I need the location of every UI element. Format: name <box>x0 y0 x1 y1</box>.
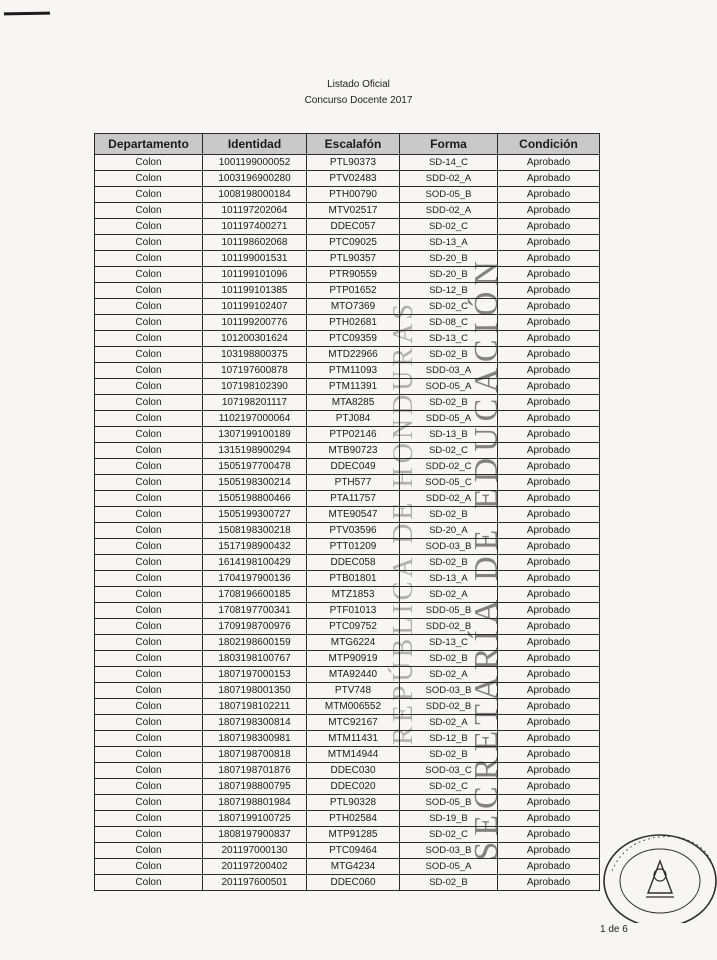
cell-identidad: 101198602068 <box>203 235 307 251</box>
cell-identidad: 201197600501 <box>203 875 307 891</box>
cell-escalafon: PTT01209 <box>307 539 400 555</box>
table-row <box>95 155 600 171</box>
cell-escalafon: PTV748 <box>307 683 400 699</box>
cell-forma: SD-02_C <box>400 299 498 315</box>
cell-forma: SD-13_A <box>400 235 498 251</box>
cell-escalafon: MTD22966 <box>307 347 400 363</box>
cell-departamento: Colon <box>95 619 203 635</box>
table-row <box>95 603 600 619</box>
cell-escalafon: MTM14944 <box>307 747 400 763</box>
cell-forma: SDD-02_B <box>400 699 498 715</box>
cell-forma: SD-02_B <box>400 651 498 667</box>
cell-departamento: Colon <box>95 459 203 475</box>
cell-condicion: Aprobado <box>498 427 600 443</box>
cell-departamento: Colon <box>95 251 203 267</box>
cell-escalafon: PTL90357 <box>307 251 400 267</box>
cell-identidad: 1807198700818 <box>203 747 307 763</box>
table-row <box>95 267 600 283</box>
table-row <box>95 363 600 379</box>
results-table <box>94 133 600 891</box>
table-row <box>95 347 600 363</box>
table-row <box>95 379 600 395</box>
cell-identidad: 101200301624 <box>203 331 307 347</box>
cell-condicion: Aprobado <box>498 811 600 827</box>
cell-condicion: Aprobado <box>498 875 600 891</box>
cell-escalafon: DDEC030 <box>307 763 400 779</box>
cell-escalafon: PTB01801 <box>307 571 400 587</box>
cell-forma: SD-02_C <box>400 443 498 459</box>
cell-escalafon: DDEC057 <box>307 219 400 235</box>
cell-identidad: 1807199100725 <box>203 811 307 827</box>
cell-escalafon: PTM11391 <box>307 379 400 395</box>
cell-escalafon: PTP01652 <box>307 283 400 299</box>
cell-forma: SDD-02_A <box>400 491 498 507</box>
cell-condicion: Aprobado <box>498 619 600 635</box>
table-row <box>95 539 600 555</box>
cell-escalafon: PTH577 <box>307 475 400 491</box>
cell-departamento: Colon <box>95 571 203 587</box>
cell-forma: SD-20_A <box>400 523 498 539</box>
cell-condicion: Aprobado <box>498 395 600 411</box>
cell-identidad: 1807198300981 <box>203 731 307 747</box>
cell-forma: SOD-03_B <box>400 843 498 859</box>
cell-forma: SOD-03_B <box>400 683 498 699</box>
table-body <box>95 155 600 891</box>
cell-escalafon: MTE90547 <box>307 507 400 523</box>
table-row <box>95 395 600 411</box>
cell-forma: SD-12_B <box>400 731 498 747</box>
cell-escalafon: MTP90919 <box>307 651 400 667</box>
table-row <box>95 523 600 539</box>
cell-departamento: Colon <box>95 171 203 187</box>
cell-identidad: 1807198102211 <box>203 699 307 715</box>
cell-identidad: 1807198300814 <box>203 715 307 731</box>
cell-condicion: Aprobado <box>498 411 600 427</box>
cell-identidad: 1808197900837 <box>203 827 307 843</box>
cell-forma: SDD-02_C <box>400 459 498 475</box>
cell-identidad: 101199200776 <box>203 315 307 331</box>
cell-forma: SD-14_C <box>400 155 498 171</box>
cell-condicion: Aprobado <box>498 779 600 795</box>
cell-escalafon: DDEC020 <box>307 779 400 795</box>
cell-forma: SD-20_B <box>400 251 498 267</box>
cell-departamento: Colon <box>95 427 203 443</box>
table-header-row <box>95 134 600 155</box>
cell-escalafon: PTF01013 <box>307 603 400 619</box>
cell-escalafon: MTG6224 <box>307 635 400 651</box>
cell-condicion: Aprobado <box>498 267 600 283</box>
header-escalafon: Escalafón <box>307 134 400 155</box>
cell-condicion: Aprobado <box>498 235 600 251</box>
cell-departamento: Colon <box>95 443 203 459</box>
table-row <box>95 667 600 683</box>
page-number: 1 de 6 <box>600 924 628 935</box>
cell-departamento: Colon <box>95 331 203 347</box>
cell-departamento: Colon <box>95 475 203 491</box>
cell-forma: SD-02_B <box>400 395 498 411</box>
cell-escalafon: PTC09025 <box>307 235 400 251</box>
table-row <box>95 171 600 187</box>
cell-identidad: 101199101385 <box>203 283 307 299</box>
cell-forma: SD-02_C <box>400 827 498 843</box>
table-row <box>95 875 600 891</box>
cell-escalafon: PTV03596 <box>307 523 400 539</box>
cell-escalafon: MTG4234 <box>307 859 400 875</box>
cell-condicion: Aprobado <box>498 699 600 715</box>
table-row <box>95 235 600 251</box>
cell-forma: SD-02_B <box>400 747 498 763</box>
cell-escalafon: MTC92167 <box>307 715 400 731</box>
cell-condicion: Aprobado <box>498 795 600 811</box>
cell-escalafon: PTM11093 <box>307 363 400 379</box>
cell-departamento: Colon <box>95 203 203 219</box>
cell-departamento: Colon <box>95 539 203 555</box>
cell-forma: SDD-03_A <box>400 363 498 379</box>
table-row <box>95 779 600 795</box>
cell-forma: SDD-02_A <box>400 171 498 187</box>
table-row <box>95 219 600 235</box>
cell-condicion: Aprobado <box>498 667 600 683</box>
cell-identidad: 101199101096 <box>203 267 307 283</box>
table-row <box>95 795 600 811</box>
cell-escalafon: PTA11757 <box>307 491 400 507</box>
cell-forma: SOD-05_C <box>400 475 498 491</box>
cell-identidad: 1307199100189 <box>203 427 307 443</box>
cell-identidad: 1708197700341 <box>203 603 307 619</box>
cell-escalafon: MTA8285 <box>307 395 400 411</box>
cell-forma: SD-02_B <box>400 507 498 523</box>
cell-escalafon: PTJ084 <box>307 411 400 427</box>
cell-condicion: Aprobado <box>498 523 600 539</box>
cell-escalafon: PTC09464 <box>307 843 400 859</box>
title-block <box>0 77 717 109</box>
cell-departamento: Colon <box>95 699 203 715</box>
cell-condicion: Aprobado <box>498 283 600 299</box>
cell-forma: SD-02_A <box>400 715 498 731</box>
cell-departamento: Colon <box>95 219 203 235</box>
cell-identidad: 1704197900136 <box>203 571 307 587</box>
header-forma: Forma <box>400 134 498 155</box>
cell-identidad: 1807198001350 <box>203 683 307 699</box>
cell-departamento: Colon <box>95 379 203 395</box>
cell-condicion: Aprobado <box>498 347 600 363</box>
cell-identidad: 101197202064 <box>203 203 307 219</box>
cell-escalafon: PTH02681 <box>307 315 400 331</box>
cell-escalafon: DDEC058 <box>307 555 400 571</box>
cell-escalafon: MTM006552 <box>307 699 400 715</box>
cell-condicion: Aprobado <box>498 379 600 395</box>
watermark-stamp-secondary: REPÚBLICA DE HONDURAS <box>388 300 419 745</box>
cell-departamento: Colon <box>95 827 203 843</box>
cell-identidad: 1807197000153 <box>203 667 307 683</box>
cell-forma: SOD-05_B <box>400 187 498 203</box>
cell-escalafon: PTH00790 <box>307 187 400 203</box>
cell-identidad: 101199001531 <box>203 251 307 267</box>
table-row <box>95 635 600 651</box>
cell-condicion: Aprobado <box>498 683 600 699</box>
cell-escalafon: PTV02483 <box>307 171 400 187</box>
cell-condicion: Aprobado <box>498 859 600 875</box>
cell-condicion: Aprobado <box>498 251 600 267</box>
cell-identidad: 1708196600185 <box>203 587 307 603</box>
cell-identidad: 1505198800466 <box>203 491 307 507</box>
cell-departamento: Colon <box>95 875 203 891</box>
cell-identidad: 1102197000064 <box>203 411 307 427</box>
cell-forma: SOD-05_A <box>400 859 498 875</box>
table-row <box>95 731 600 747</box>
cell-departamento: Colon <box>95 715 203 731</box>
table-row <box>95 587 600 603</box>
header-identidad: Identidad <box>203 134 307 155</box>
cell-departamento: Colon <box>95 635 203 651</box>
cell-identidad: 1802198600159 <box>203 635 307 651</box>
cell-identidad: 101199102407 <box>203 299 307 315</box>
cell-departamento: Colon <box>95 395 203 411</box>
cell-identidad: 1315198900294 <box>203 443 307 459</box>
cell-condicion: Aprobado <box>498 331 600 347</box>
table-row <box>95 683 600 699</box>
cell-identidad: 1505199300727 <box>203 507 307 523</box>
cell-forma: SD-13_C <box>400 331 498 347</box>
cell-escalafon: PTL90373 <box>307 155 400 171</box>
cell-identidad: 1803198100767 <box>203 651 307 667</box>
cell-condicion: Aprobado <box>498 635 600 651</box>
cell-departamento: Colon <box>95 347 203 363</box>
cell-condicion: Aprobado <box>498 171 600 187</box>
cell-identidad: 1517198900432 <box>203 539 307 555</box>
cell-departamento: Colon <box>95 315 203 331</box>
watermark-stamp: SECRETARÍA DE EDUCACIÓN <box>468 255 505 861</box>
cell-departamento: Colon <box>95 859 203 875</box>
table-row <box>95 699 600 715</box>
cell-escalafon: MTM11431 <box>307 731 400 747</box>
cell-identidad: 1505198300214 <box>203 475 307 491</box>
table-row <box>95 187 600 203</box>
table-row <box>95 651 600 667</box>
official-seal-icon <box>598 823 717 923</box>
cell-departamento: Colon <box>95 763 203 779</box>
header-condicion: Condición <box>498 134 600 155</box>
cell-forma: SD-12_B <box>400 283 498 299</box>
cell-escalafon: PTR90559 <box>307 267 400 283</box>
cell-condicion: Aprobado <box>498 187 600 203</box>
cell-identidad: 201197200402 <box>203 859 307 875</box>
cell-forma: SD-02_C <box>400 219 498 235</box>
table-row <box>95 843 600 859</box>
cell-identidad: 103198800375 <box>203 347 307 363</box>
cell-departamento: Colon <box>95 683 203 699</box>
cell-departamento: Colon <box>95 299 203 315</box>
cell-condicion: Aprobado <box>498 315 600 331</box>
table-row <box>95 747 600 763</box>
cell-departamento: Colon <box>95 555 203 571</box>
cell-escalafon: DDEC049 <box>307 459 400 475</box>
table-row <box>95 507 600 523</box>
cell-forma: SD-13_A <box>400 571 498 587</box>
table-row <box>95 555 600 571</box>
cell-forma: SD-13_C <box>400 635 498 651</box>
cell-escalafon: MTV02517 <box>307 203 400 219</box>
cell-forma: SD-19_B <box>400 811 498 827</box>
cell-departamento: Colon <box>95 411 203 427</box>
cell-escalafon: DDEC060 <box>307 875 400 891</box>
cell-identidad: 1505197700478 <box>203 459 307 475</box>
cell-departamento: Colon <box>95 795 203 811</box>
cell-forma: SD-02_B <box>400 555 498 571</box>
cell-escalafon: MTZ1853 <box>307 587 400 603</box>
cell-departamento: Colon <box>95 523 203 539</box>
cell-condicion: Aprobado <box>498 507 600 523</box>
cell-identidad: 201197000130 <box>203 843 307 859</box>
cell-escalafon: MTB90723 <box>307 443 400 459</box>
table-row <box>95 811 600 827</box>
cell-forma: SD-13_B <box>400 427 498 443</box>
table-row <box>95 715 600 731</box>
cell-forma: SD-20_B <box>400 267 498 283</box>
cell-condicion: Aprobado <box>498 651 600 667</box>
cell-escalafon: MTP91285 <box>307 827 400 843</box>
cell-condicion: Aprobado <box>498 731 600 747</box>
cell-departamento: Colon <box>95 363 203 379</box>
cell-identidad: 107197600878 <box>203 363 307 379</box>
table-row <box>95 331 600 347</box>
cell-departamento: Colon <box>95 603 203 619</box>
cell-condicion: Aprobado <box>498 203 600 219</box>
table-row <box>95 443 600 459</box>
cell-departamento: Colon <box>95 491 203 507</box>
cell-departamento: Colon <box>95 587 203 603</box>
cell-condicion: Aprobado <box>498 747 600 763</box>
cell-departamento: Colon <box>95 731 203 747</box>
cell-departamento: Colon <box>95 187 203 203</box>
cell-condicion: Aprobado <box>498 219 600 235</box>
document-subtitle: Concurso Docente 2017 <box>304 95 413 106</box>
cell-escalafon: MTO7369 <box>307 299 400 315</box>
table-row <box>95 619 600 635</box>
cell-identidad: 1003196900280 <box>203 171 307 187</box>
cell-condicion: Aprobado <box>498 843 600 859</box>
cell-identidad: 1008198000184 <box>203 187 307 203</box>
cell-forma: SD-08_C <box>400 315 498 331</box>
cell-departamento: Colon <box>95 779 203 795</box>
table-row <box>95 299 600 315</box>
cell-departamento: Colon <box>95 283 203 299</box>
table-row <box>95 283 600 299</box>
cell-escalafon: PTL90328 <box>307 795 400 811</box>
cell-escalafon: PTC09359 <box>307 331 400 347</box>
cell-condicion: Aprobado <box>498 299 600 315</box>
cell-identidad: 107198102390 <box>203 379 307 395</box>
cell-forma: SDD-02_B <box>400 619 498 635</box>
cell-condicion: Aprobado <box>498 587 600 603</box>
table-row <box>95 427 600 443</box>
header-departamento: Departamento <box>95 134 203 155</box>
cell-forma: SD-02_B <box>400 875 498 891</box>
cell-identidad: 1709198700976 <box>203 619 307 635</box>
table-row <box>95 411 600 427</box>
cell-forma: SDD-02_A <box>400 203 498 219</box>
cell-forma: SOD-05_B <box>400 795 498 811</box>
cell-condicion: Aprobado <box>498 763 600 779</box>
cell-forma: SOD-05_A <box>400 379 498 395</box>
cell-condicion: Aprobado <box>498 571 600 587</box>
cell-condicion: Aprobado <box>498 539 600 555</box>
cell-condicion: Aprobado <box>498 715 600 731</box>
cell-escalafon: PTH02584 <box>307 811 400 827</box>
table-row <box>95 491 600 507</box>
cell-identidad: 1807198801984 <box>203 795 307 811</box>
table-row <box>95 315 600 331</box>
cell-condicion: Aprobado <box>498 459 600 475</box>
cell-condicion: Aprobado <box>498 603 600 619</box>
cell-forma: SD-02_C <box>400 779 498 795</box>
cell-departamento: Colon <box>95 267 203 283</box>
cell-escalafon: PTP02146 <box>307 427 400 443</box>
cell-forma: SDD-05_A <box>400 411 498 427</box>
cell-forma: SD-02_A <box>400 587 498 603</box>
cell-escalafon: PTC09752 <box>307 619 400 635</box>
cell-forma: SDD-05_B <box>400 603 498 619</box>
table-row <box>95 859 600 875</box>
corner-pen-mark <box>4 12 50 16</box>
table-row <box>95 459 600 475</box>
cell-identidad: 1807198701876 <box>203 763 307 779</box>
cell-condicion: Aprobado <box>498 491 600 507</box>
cell-departamento: Colon <box>95 811 203 827</box>
cell-identidad: 1001199000052 <box>203 155 307 171</box>
table-row <box>95 251 600 267</box>
cell-condicion: Aprobado <box>498 363 600 379</box>
cell-departamento: Colon <box>95 747 203 763</box>
cell-identidad: 1614198100429 <box>203 555 307 571</box>
cell-forma: SOD-03_C <box>400 763 498 779</box>
cell-escalafon: MTA92440 <box>307 667 400 683</box>
cell-departamento: Colon <box>95 155 203 171</box>
cell-condicion: Aprobado <box>498 555 600 571</box>
cell-identidad: 1508198300218 <box>203 523 307 539</box>
cell-identidad: 101197400271 <box>203 219 307 235</box>
cell-condicion: Aprobado <box>498 443 600 459</box>
table-row <box>95 763 600 779</box>
table-row <box>95 827 600 843</box>
cell-departamento: Colon <box>95 651 203 667</box>
cell-identidad: 1807198800795 <box>203 779 307 795</box>
cell-condicion: Aprobado <box>498 155 600 171</box>
table-row <box>95 571 600 587</box>
cell-departamento: Colon <box>95 235 203 251</box>
table-row <box>95 203 600 219</box>
document-title: Listado Oficial <box>327 79 390 90</box>
cell-departamento: Colon <box>95 507 203 523</box>
cell-condicion: Aprobado <box>498 475 600 491</box>
cell-condicion: Aprobado <box>498 827 600 843</box>
cell-departamento: Colon <box>95 843 203 859</box>
cell-identidad: 107198201117 <box>203 395 307 411</box>
cell-forma: SD-02_B <box>400 347 498 363</box>
cell-forma: SD-02_A <box>400 667 498 683</box>
cell-forma: SOD-03_B <box>400 539 498 555</box>
table-row <box>95 475 600 491</box>
cell-departamento: Colon <box>95 667 203 683</box>
